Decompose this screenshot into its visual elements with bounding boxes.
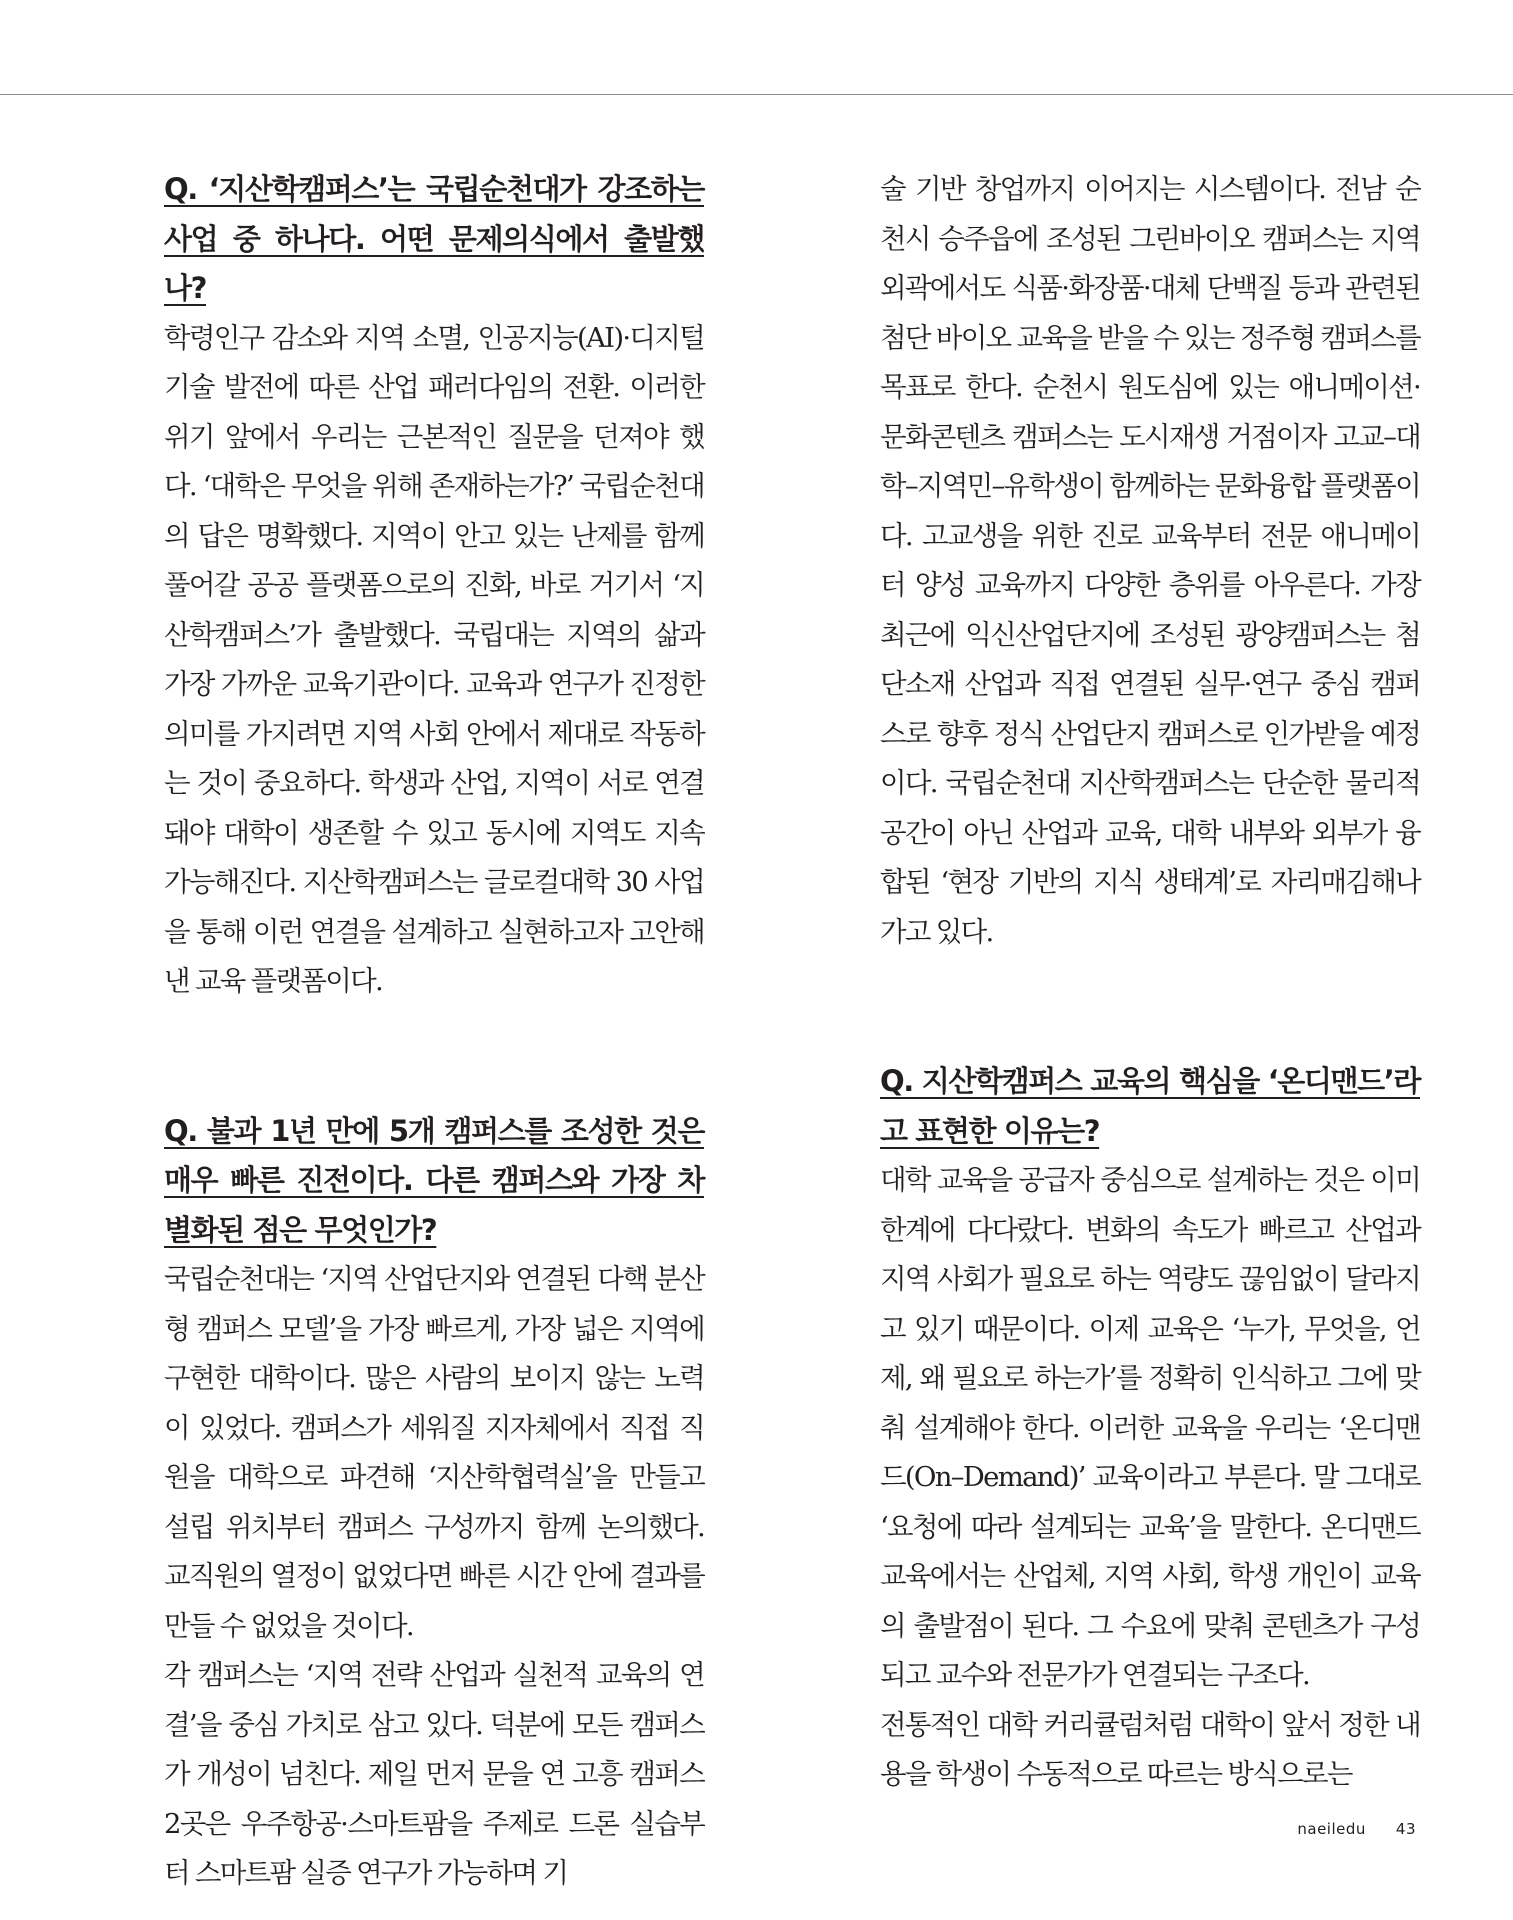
answer-paragraph: 학령인구 감소와 지역 소멸, 인공지능(AI)·디지털 기술 발전에 따른 산업 패러다임의 전환. 이러한 위기 앞에서 우리는 근본적인 질문을 던져야 했다. ‘대학은 무엇을 위해 존재하는가?’ 국립순천대의 답은 명확했다. 지역이 안고 있는 난제를 함께 풀어갈 공공 플랫폼으로의 진화, 바로 거기서 ‘지산학캠퍼스’가 출발했다. 국립대는 지역의 삶과 가장 가까운 교육기관이다. 교육과 연구가 진정한 의미를 가지려면 지역 사회 안에서 제대로 작동하는 것이 중요하다. 학생과 산업, 지역이 서로 연결돼야 대학이 생존할 수 있고 동시에 지역도 지속 가능해진다. 지산학캠퍼스는 글로컬대학 30 사업을 통해 이런 연결을 설계하고 실현하고자 고안해낸 교육 플랫폼이다. [164,321,704,997]
answer-paragraph: 국립순천대는 ‘지역 산업단지와 연결된 다핵 분산형 캠퍼스 모델’을 가장 빠르게, 가장 넓은 지역에 구현한 대학이다. 많은 사람의 보이지 않는 노력이 있었다. 캠퍼스가 세워질 지자체에서 직접 직원을 대학으로 파견해 ‘지산학협력실’을 만들고 설립 위치부터 캠퍼스 구성까지 함께 논의했다. 교직원의 열정이 없었다면 빠른 시간 안에 결과를 만들 수 없었을 것이다. [164,1263,704,1642]
answer-paragraph: 각 캠퍼스는 ‘지역 전략 산업과 실천적 교육의 연결’을 중심 가치로 삼고 있다. 덕분에 모든 캠퍼스가 개성이 넘친다. 제일 먼저 문을 연 고흥 캠퍼스 2곳은 우주항공·스마트팜을 주제로 드론 실습부터 스마트팜 실증 연구가 가능하며 기 [164,1659,704,1889]
left-column [164,165,704,1899]
answer-paragraph-continued: 술 기반 창업까지 이어지는 시스템이다. 전남 순천시 승주읍에 조성된 그린바이오 캠퍼스는 지역 외곽에서도 식품·화장품·대체 단백질 등과 관련된 첨단 바이오 교육을 받을 수 있는 정주형 캠퍼스를 목표로 한다. 순천시 원도심에 있는 애니메이션·문화콘텐츠 캠퍼스는 도시재생 거점이자 고교–대학–지역민–유학생이 함께하는 문화융합 플랫폼이다. 고교생을 위한 진로 교육부터 전문 애니메이터 양성 교육까지 다양한 층위를 아우른다. 가장 최근에 익신산업단지에 조성된 광양캠퍼스는 첨단소재 산업과 직접 연결된 실무·연구 중심 캠퍼스로 향후 정식 산업단지 캠퍼스로 인가받을 예정이다. 국립순천대 지산학캠퍼스는 단순한 물리적 공간이 아닌 산업과 교육, 대학 내부와 외부가 융합된 ‘현장 기반의 지식 생태계’로 자리매김해나가고 있다. [880,173,1420,948]
header-rule [0,94,1513,95]
publication-name: naeiledu [1297,1820,1366,1838]
question-text: Q. ‘지산학캠퍼스’는 국립순천대가 강조하는 사업 중 하나다. 어떤 문제의식에서 출발했나? [164,172,704,305]
answer-paragraph: 대학 교육을 공급자 중심으로 설계하는 것은 이미 한계에 다다랐다. 변화의 속도가 빠르고 산업과 지역 사회가 필요로 하는 역량도 끊임없이 달라지고 있기 때문이다. 이제 교육은 ‘누가, 무엇을, 언제, 왜 필요로 하는가’를 정확히 인식하고 그에 맞춰 설계해야 한다. 이러한 교육을 우리는 ‘온디맨드(On–Demand)’ 교육이라고 부른다. 말 그대로 ‘요청에 따라 설계되는 교육’을 말한다. 온디맨드 교육에서는 산업체, 지역 사회, 학생 개인이 교육의 출발점이 된다. 그 수요에 맞춰 콘텐츠가 구성되고 교수와 전문가가 연결되는 구조다. [880,1164,1420,1691]
section-spacer [164,1007,704,1107]
page-number: 43 [1395,1820,1416,1838]
question-heading [880,1057,1420,1156]
right-column [880,165,1420,1800]
section-spacer [880,957,1420,1057]
answer-paragraph: 전통적인 대학 커리큘럼처럼 대학이 앞서 정한 내용을 학생이 수동적으로 따르는 방식으로는 [880,1708,1420,1790]
question-heading [164,165,704,314]
question-heading [164,1107,704,1256]
question-text: Q. 지산학캠퍼스 교육의 핵심을 ‘온디맨드’라고 표현한 이유는? [880,1064,1420,1148]
question-text: Q. 불과 1년 만에 5개 캠퍼스를 조성한 것은 매우 빠른 진전이다. 다른 캠퍼스와 가장 차별화된 점은 무엇인가? [164,1113,704,1247]
page-footer [1297,1820,1416,1838]
